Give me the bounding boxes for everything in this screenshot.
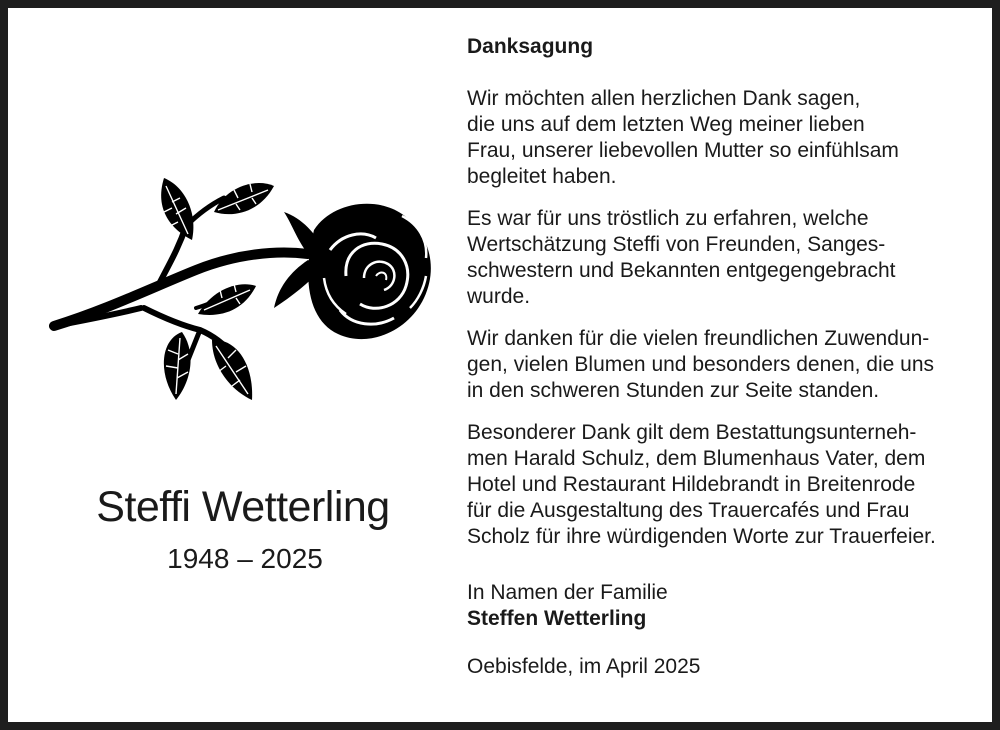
- paragraph: [467, 420, 970, 550]
- paragraph-line: men Harald Schulz, dem Blumenhaus Vater, dem: [467, 447, 926, 470]
- thanks-text: [467, 34, 970, 680]
- rose-icon: [46, 168, 446, 418]
- paragraph-line: für die Ausgestaltung des Trauercafés und Frau: [467, 499, 910, 522]
- paragraph-line: Frau, unserer liebevollen Mutter so einfühlsam: [467, 139, 899, 162]
- paragraph-line: gen, vielen Blumen und besonders denen, die uns: [467, 353, 935, 376]
- paragraph: [467, 86, 970, 190]
- notice-heading: Danksagung: [467, 35, 594, 58]
- paragraph-line: Wir danken für die vielen freundlichen Zuwendun-: [467, 327, 930, 350]
- paragraph: [467, 326, 970, 404]
- closing-line: In Namen der Familie: [467, 581, 668, 604]
- paragraph-line: begleitet haben.: [467, 165, 617, 188]
- paragraph-line: Wertschätzung Steffi von Freunden, Sanges-: [467, 233, 886, 256]
- place-date: Oebisfelde, im April 2025: [467, 655, 701, 678]
- paragraph-line: in den schweren Stunden zur Seite standen.: [467, 379, 880, 402]
- deceased-name: Steffi Wetterling: [96, 483, 390, 531]
- life-years: 1948 – 2025: [167, 543, 323, 574]
- paragraph-line: Besonderer Dank gilt dem Bestattungsunterneh-: [467, 421, 917, 444]
- paragraph-line: Wir möchten allen herzlichen Dank sagen,: [467, 87, 861, 110]
- paragraph-line: wurde.: [467, 285, 531, 308]
- paragraph-line: Scholz für ihre würdigenden Worte zur Trauerfeier.: [467, 525, 936, 548]
- paragraph-line: Hotel und Restaurant Hildebrandt in Breitenrode: [467, 473, 916, 496]
- paragraph-line: die uns auf dem letzten Weg meiner lieben: [467, 113, 865, 136]
- signer-name: Steffen Wetterling: [467, 607, 647, 630]
- paragraph-line: Es war für uns tröstlich zu erfahren, welche: [467, 207, 869, 230]
- paragraph-line: schwestern und Bekannten entgegengebracht: [467, 259, 896, 282]
- paragraph: [467, 206, 970, 310]
